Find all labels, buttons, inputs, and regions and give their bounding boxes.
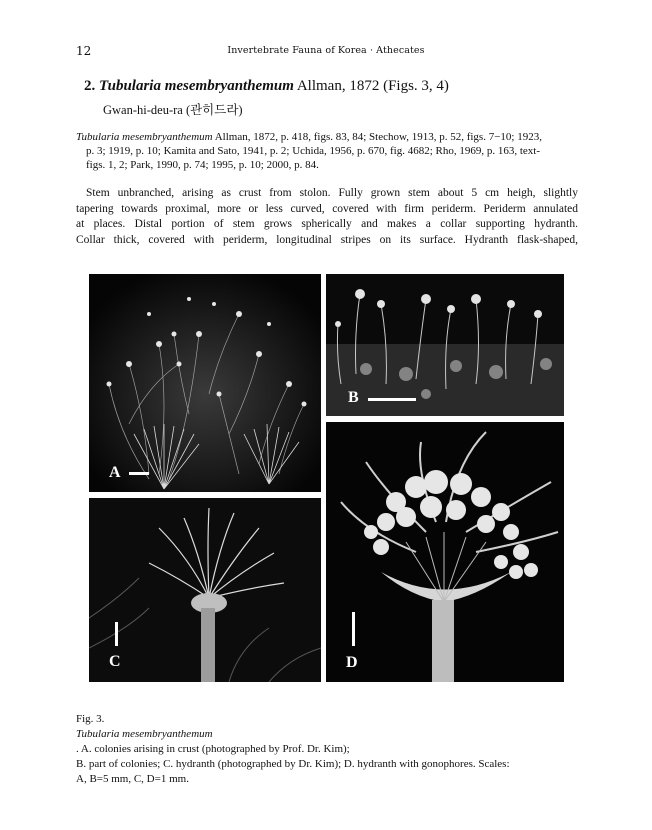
panel-label-c: C	[109, 653, 121, 670]
caption-line-1	[76, 712, 578, 757]
korean-name: Gwan-hi-deu-ra (관히드라)	[103, 103, 243, 117]
panel-label-d: D	[346, 654, 358, 671]
synonymy-line-1-text: Allman, 1872, p. 418, figs. 83, 84; Stechow, 1913, p. 52, figs. 7−10; 1923,	[214, 131, 542, 143]
scale-bar-d	[352, 612, 355, 646]
synonymy-line-2: p. 3; 1919, p. 10; Kamita and Sato, 1941, p. 2; Uchida, 1956, p. 670, fig. 4682; Rho, 1969, p. 163, text-	[86, 145, 541, 157]
caption-fig-label: Fig. 3.	[76, 713, 105, 725]
species-authority: Allman, 1872 (Figs. 3, 4)	[296, 78, 449, 94]
species-number: 2.	[84, 78, 96, 94]
species-heading	[84, 78, 449, 95]
figure-panel-c	[89, 498, 321, 682]
description-line: Collar thick, covered with periderm, longitudinal stripes on its surface. Hydranth flask-shaped,	[76, 233, 578, 246]
description-line: Stem unbranched, arising as crust from stolon. Fully grown stem about 5 cm heigh, slightly	[86, 187, 578, 199]
description-line: at places. Distal portion of stem grows spherically and makes a collar supporting hydranth.	[76, 218, 578, 230]
scale-bar-a	[129, 472, 149, 475]
species-name: Tubularia mesembryanthemum	[99, 78, 294, 94]
caption-line-3: A, B=5 mm, C, D=1 mm.	[76, 773, 189, 785]
figure-panel-b	[326, 274, 564, 416]
scale-bar-c	[115, 622, 118, 646]
page-number: 12	[76, 44, 92, 58]
figure-caption	[76, 712, 578, 787]
synonymy-species: Tubularia mesembryanthemum	[76, 131, 213, 143]
hydranth-gonophores-photo	[326, 422, 564, 682]
synonymy-block	[76, 130, 576, 172]
panel-label-b: B	[348, 389, 359, 406]
figure-panel-a	[89, 274, 321, 492]
description-line: tapering towards proximal, more or less curved, covered with firm periderm. Periderm annulated	[76, 202, 578, 215]
colonies-photo	[89, 274, 321, 492]
colony-part-photo	[326, 274, 564, 416]
panel-label-a: A	[109, 464, 121, 481]
figure-panel-d	[326, 422, 564, 682]
synonymy-line-1	[76, 130, 576, 144]
hydranth-photo	[89, 498, 321, 682]
caption-line-1-rest: . A. colonies arising in crust (photographed by Prof. Dr. Kim);	[76, 743, 350, 755]
scale-bar-b	[368, 398, 416, 401]
running-title: Invertebrate Fauna of Korea · Athecates	[227, 45, 425, 56]
synonymy-line-3: figs. 1, 2; Park, 1990, p. 74; 1995, p. 10; 2000, p. 84.	[86, 159, 319, 171]
caption-line-2: B. part of colonies; C. hydranth (photographed by Dr. Kim); D. hydranth with gonophores. Scales:	[76, 758, 510, 770]
description-paragraph	[76, 186, 578, 248]
caption-species: Tubularia mesembryanthemum	[76, 728, 213, 740]
